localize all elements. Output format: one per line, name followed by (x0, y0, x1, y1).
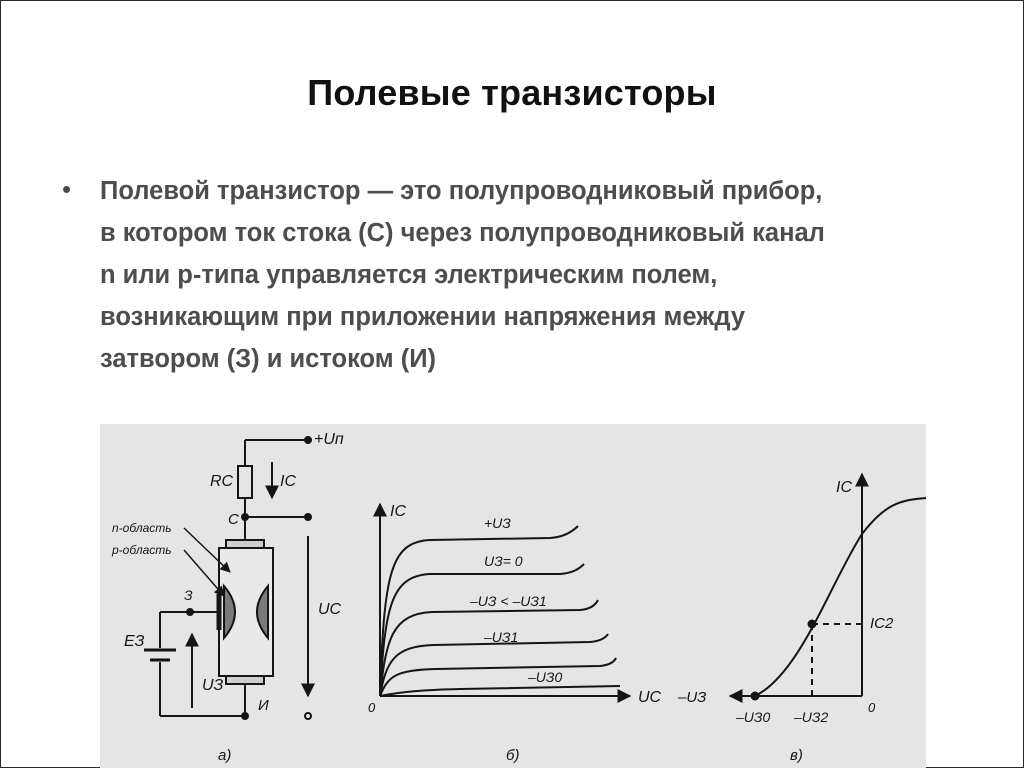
bullet-marker: • (62, 174, 72, 204)
drain-voltage-label: UC (318, 601, 342, 618)
cutoff-point (752, 693, 759, 700)
drain-resistor (238, 466, 252, 498)
transfer-y-label: IC (836, 479, 852, 496)
ic2-label: IC2 (870, 615, 894, 632)
transfer-origin-label: 0 (868, 700, 876, 715)
transfer-tick-u30: –UЗ0 (736, 709, 771, 725)
bullet-line-3: n или p-типа управляется электрическим полем, (100, 261, 718, 289)
current-label: IC (280, 473, 296, 490)
source-terminal (305, 713, 311, 719)
curve-label-positive: +UЗ (484, 515, 511, 531)
supply-terminal (305, 437, 311, 443)
figure-svg (100, 424, 926, 768)
gate-label: З (184, 587, 193, 603)
output-caption: б) (506, 747, 520, 764)
resistor-label: RC (210, 473, 234, 490)
n-region-label: n-область (112, 521, 172, 535)
transfer-x-label: –UЗ (678, 689, 707, 706)
output-origin-label: 0 (368, 700, 376, 715)
output-curve-6 (380, 686, 620, 696)
supply-label: +Uп (314, 431, 344, 448)
gate-voltage-label: UЗ (202, 677, 224, 694)
bullet-line-1: Полевой транзистор — это полупроводниковый прибор, (100, 177, 823, 205)
drain-label: С (228, 511, 239, 528)
transfer-caption: в) (790, 747, 803, 764)
curve-label-between: –UЗ < –UЗ1 (470, 593, 547, 609)
bullet-text (100, 170, 960, 380)
curve-label-u30: –UЗ0 (528, 669, 563, 685)
bullet-line-2: в котором ток стока (С) через полупроводниковый канал (100, 219, 825, 247)
transfer-tick-u32: –UЗ2 (794, 709, 829, 725)
p-region-label: p-область (112, 543, 172, 557)
output-y-label: IC (390, 503, 406, 520)
bullet-line-5: затвором (З) и истоком (И) (100, 345, 437, 373)
bullet-line-4: возникающим при приложении напряжения между (100, 303, 745, 331)
drain-terminal (305, 514, 311, 520)
battery-label: EЗ (124, 633, 145, 650)
drain-contact (226, 540, 264, 548)
gate-node (187, 609, 193, 615)
source-label: И (258, 697, 269, 714)
circuit-caption: а) (218, 747, 232, 764)
transfer-characteristic (730, 474, 926, 700)
output-x-label: UC (638, 689, 662, 706)
curve-label-u31: –UЗ1 (484, 629, 519, 645)
source-contact (226, 676, 264, 684)
slide-title: Полевые транзисторы (307, 72, 717, 113)
curve-label-zero: UЗ= 0 (484, 553, 523, 569)
figure-panel (100, 424, 926, 768)
transfer-curve (755, 498, 926, 696)
source-node (242, 713, 248, 719)
